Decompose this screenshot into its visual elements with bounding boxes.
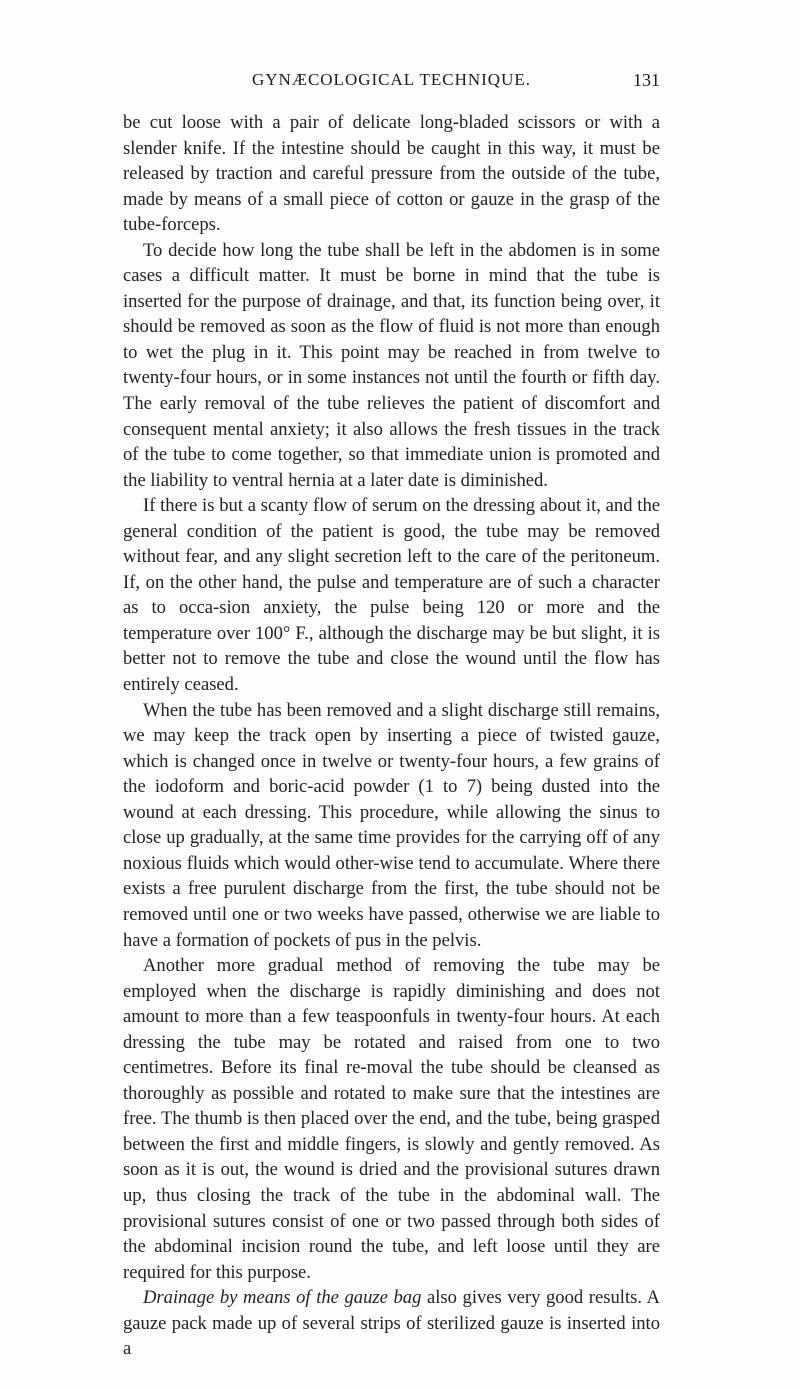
- running-title: GYNÆCOLOGICAL TECHNIQUE.: [252, 70, 531, 89]
- page-number: 131: [633, 70, 660, 90]
- body-text: [123, 110, 660, 1362]
- paragraph: To decide how long the tube shall be left in the abdomen is in some cases a difficult matter. It must be borne in mind that the tube is inserted for the purpose of drainage, and that, its function being over, it should be removed as soon as the flow of fluid is not more than enough to wet the plug in it. This point may be reached in from twelve to twenty-four hours, or in some instances not until the fourth or fifth day. The early removal of the tube relieves the patient of discomfort and consequent mental anxiety; it also allows the fresh tissues in the track of the tube to come together, so that immediate union is promoted and the liability to ventral hernia at a later date is diminished.: [123, 239, 660, 491]
- italic-lead: Drainage by means of the gauze bag: [143, 1287, 422, 1309]
- paragraph-gauze-bag: [123, 1285, 660, 1362]
- paragraph: When the tube has been removed and a slight discharge still remains, we may keep the track open by inserting a piece of twisted gauze, which is changed once in twelve or twenty-four hours, a few grains of the iodoform and boric-acid powder (1 to 7) being dusted into the wound at each dressing. This procedure, while allowing the sinus to close up gradually, at the same time provides for the carrying off of any noxious fluids which would other-wise tend to accumulate. Where there exists a free purulent discharge from the first, the tube should not be removed until one or two weeks have passed, otherwise we are liable to have a formation of pockets of pus in the pelvis.: [123, 699, 660, 951]
- paragraph-continued: be cut loose with a pair of delicate long-bladed scissors or with a slender knife. If the intestine should be caught in this way, it must be released by traction and careful pressure from the outside of the tube, made by means of a small piece of cotton or gauze in the grasp of the tube-forceps.: [123, 112, 660, 236]
- paragraph: Another more gradual method of removing the tube may be employed when the discharge is rapidly diminishing and does not amount to more than a few teaspoonfuls in twenty-four hours. At each dressing the tube may be rotated and raised from one to two centimetres. Before its final re-moval the tube should be cleansed as thoroughly as possible and rotated to make sure that the intestines are free. The thumb is then placed over the end, and the tube, being grasped between the first and middle fingers, is slowly and gently removed. As soon as it is out, the wound is dried and the provisional sutures drawn up, thus closing the track of the tube in the abdominal wall. The provisional sutures consist of one or two passed through both sides of the abdominal incision round the tube, and left loose until they are required for this purpose.: [123, 955, 660, 1283]
- paragraph-text: also gives very good results. A gauze pack made up of several strips of sterilized gauze is inserted into a: [123, 1287, 660, 1360]
- paragraph: If there is but a scanty flow of serum on the dressing about it, and the general condition of the patient is good, the tube may be removed without fear, and any slight secretion left to the care of the peritoneum. If, on the other hand, the pulse and temperature are of such a character as to occa-sion anxiety, the pulse being 120 or more and the temperature over 100° F., although the discharge may be but slight, it is better not to remove the tube and close the wound until the flow has entirely ceased.: [123, 495, 660, 696]
- running-head: [123, 70, 660, 94]
